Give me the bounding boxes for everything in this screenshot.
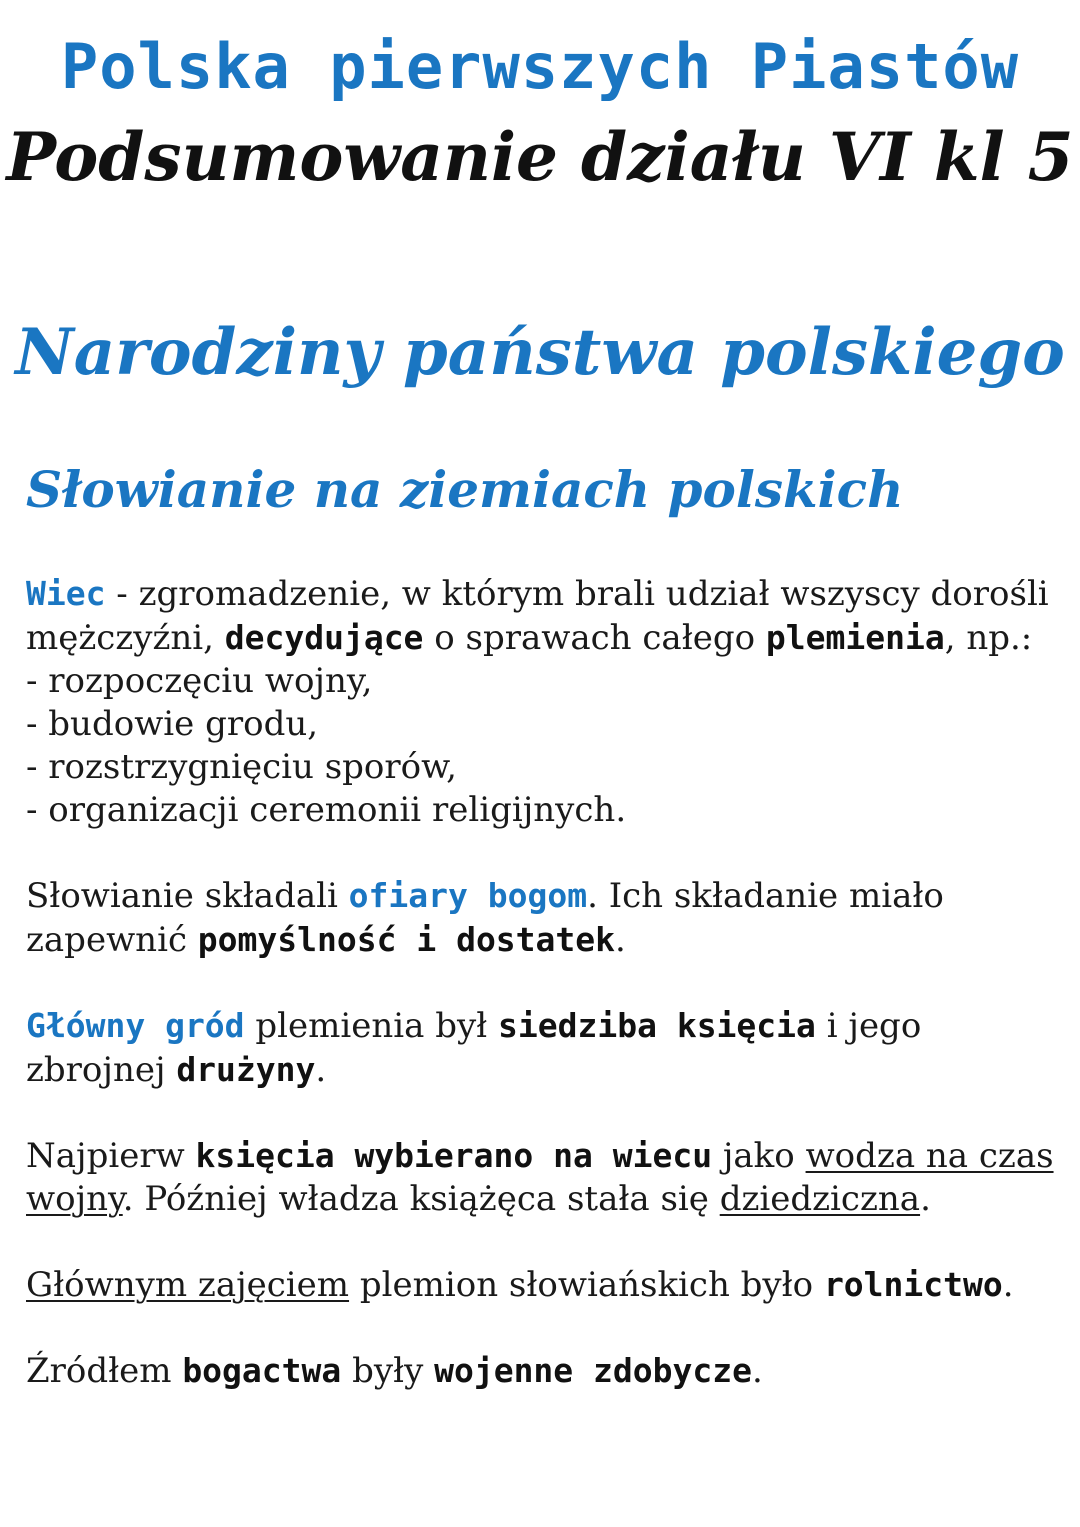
- subsection-title: Słowianie na ziemiach polskich: [26, 460, 904, 519]
- text: .: [751, 1351, 763, 1391]
- list-item: - rozpoczęciu wojny,: [26, 661, 373, 701]
- list-item: - budowie grodu,: [26, 704, 319, 744]
- text: i jego zbrojnej: [26, 1006, 922, 1090]
- text: Najpierw: [26, 1136, 196, 1176]
- underlined-text: Głównym zajęciem: [26, 1265, 350, 1305]
- text: Słowianie składali: [26, 876, 349, 916]
- bold-text: wojenne zdobycze: [434, 1351, 752, 1390]
- text: plemienia był: [244, 1006, 499, 1046]
- text: Źródłem: [26, 1351, 183, 1391]
- paragraph-bogactwo: [26, 1349, 1056, 1393]
- bold-text: siedziba księcia: [498, 1006, 816, 1045]
- highlight-text: ofiary bogom: [348, 876, 588, 915]
- paragraph-grod: [26, 1004, 1056, 1092]
- text: - zgromadzenie, w którym brali udział wszyscy dorośli mężczyźni,: [26, 574, 1049, 658]
- text: . Później władza książęca stała się: [122, 1179, 720, 1219]
- page-subtitle: Podsumowanie działu VI kl 5: [6, 118, 1074, 196]
- page-title: Polska pierwszych Piastów: [60, 30, 1020, 103]
- text: były: [341, 1351, 435, 1391]
- text: . Ich składanie miało zapewnić: [26, 876, 944, 960]
- term-wiec: Wiec: [26, 574, 106, 613]
- highlight-text: Główny gród: [26, 1006, 245, 1045]
- paragraph-ofiary: [26, 874, 1056, 962]
- content-body: [26, 572, 1056, 1435]
- text: jako: [712, 1136, 806, 1176]
- underlined-text: dziedziczna: [719, 1179, 921, 1219]
- bold-text: rolnictwo: [823, 1265, 1003, 1304]
- list-item: - rozstrzygnięciu sporów,: [26, 747, 457, 787]
- text: o sprawach całego: [423, 618, 766, 658]
- paragraph-wiec: [26, 572, 1056, 832]
- bold-text: decydujące: [224, 618, 424, 657]
- text: , np.:: [944, 618, 1033, 658]
- text: .: [1002, 1265, 1014, 1305]
- text: .: [315, 1050, 327, 1090]
- bold-text: plemienia: [765, 618, 945, 657]
- paragraph-ksiaze: [26, 1134, 1056, 1221]
- paragraph-zajecie: [26, 1263, 1056, 1307]
- text: .: [615, 920, 626, 960]
- list-item: - organizacji ceremonii religijnych.: [26, 790, 627, 830]
- text: .: [920, 1179, 931, 1219]
- underlined-text: wodza na czas wojny: [26, 1136, 1054, 1219]
- bold-text: księcia wybierano na wiecu: [195, 1136, 713, 1175]
- bold-text: bogactwa: [182, 1351, 342, 1390]
- bold-text: pomyślność i dostatek: [197, 920, 616, 959]
- section-title: Narodziny państwa polskiego: [15, 315, 1065, 390]
- text: plemion słowiańskich było: [349, 1265, 824, 1305]
- bold-text: drużyny: [176, 1050, 316, 1089]
